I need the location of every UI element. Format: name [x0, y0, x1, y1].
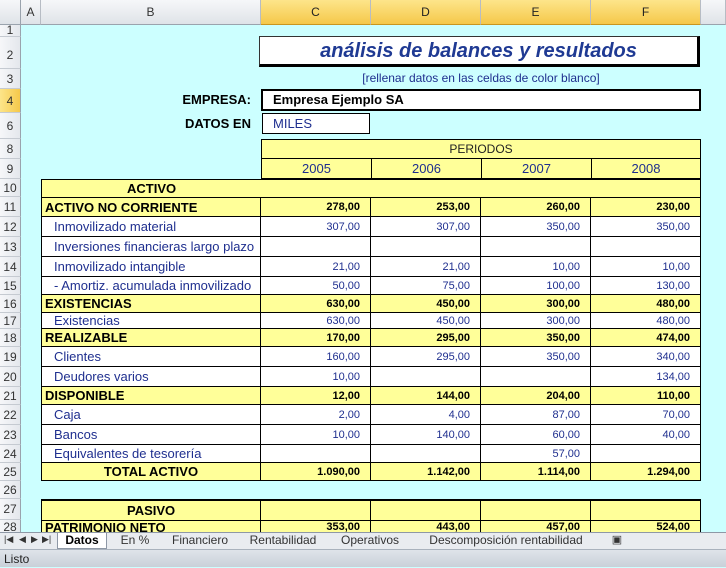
sheet-tab-bar — [0, 532, 726, 549]
line-item-value[interactable]: 75,00 — [370, 276, 481, 295]
line-item-label[interactable]: - Amortiz. acumulada inmovilizado — [41, 276, 261, 295]
row-header[interactable]: 8 — [0, 139, 21, 159]
row-header[interactable]: 24 — [0, 445, 21, 463]
line-item-value[interactable]: 87,00 — [480, 404, 591, 425]
line-item-value[interactable] — [480, 366, 591, 387]
row-header[interactable]: 17 — [0, 313, 21, 329]
select-all-corner[interactable] — [0, 0, 21, 25]
datos-en-label: DATOS EN — [185, 116, 251, 131]
section-total-label[interactable]: ACTIVO NO CORRIENTE — [41, 197, 261, 217]
section-total-label[interactable]: EXISTENCIAS — [41, 294, 261, 313]
row-header[interactable]: 1 — [0, 25, 21, 37]
line-item-value[interactable] — [370, 366, 481, 387]
line-item-value[interactable]: 2,00 — [260, 404, 371, 425]
line-item-label[interactable]: Bancos — [41, 424, 261, 445]
line-item-value[interactable]: 160,00 — [260, 346, 371, 367]
line-item-value[interactable]: 70,00 — [590, 404, 701, 425]
year-header[interactable]: 2007 — [481, 158, 592, 179]
line-item-value[interactable] — [370, 236, 481, 257]
line-item-value[interactable]: 340,00 — [590, 346, 701, 367]
line-item-label[interactable]: Clientes — [41, 346, 261, 367]
line-item-value[interactable]: 50,00 — [260, 276, 371, 295]
row-header[interactable]: 25 — [0, 463, 21, 481]
line-item-value[interactable]: 60,00 — [480, 424, 591, 445]
section-total-value[interactable]: 204,00 — [480, 386, 591, 405]
line-item-value[interactable]: 295,00 — [370, 346, 481, 367]
section-total-label[interactable]: TOTAL ACTIVO — [41, 462, 261, 481]
line-item-value[interactable]: 300,00 — [480, 312, 591, 329]
line-item-value[interactable]: 4,00 — [370, 404, 481, 425]
row-header[interactable]: 4 — [0, 89, 21, 113]
line-item-label[interactable]: Inmovilizado intangible — [41, 256, 261, 277]
line-item-value[interactable] — [260, 236, 371, 257]
tab-datos[interactable]: Datos — [57, 533, 107, 549]
row-header[interactable]: 18 — [0, 329, 21, 347]
line-item-value[interactable]: 480,00 — [590, 312, 701, 329]
section-total-value[interactable]: 295,00 — [370, 328, 481, 347]
row-header[interactable]: 21 — [0, 387, 21, 405]
insert-sheet-icon[interactable]: ▣ — [611, 534, 623, 546]
line-item-value[interactable]: 10,00 — [260, 366, 371, 387]
tab-financiero[interactable]: Financiero — [171, 533, 229, 547]
line-item-label[interactable]: Inversiones financieras largo plazo — [41, 236, 261, 257]
line-item-value[interactable]: 10,00 — [480, 256, 591, 277]
line-item-value[interactable]: 21,00 — [370, 256, 481, 277]
row-header[interactable]: 16 — [0, 295, 21, 313]
pasivo-blank — [480, 500, 591, 521]
units-input[interactable]: MILES — [262, 113, 370, 134]
line-item-value[interactable]: 10,00 — [260, 424, 371, 445]
tab-descomposicion-rentabilidad[interactable]: Descomposición rentabilidad — [429, 533, 583, 547]
patrimonio-label[interactable]: PATRIMONIO NETO — [41, 520, 261, 532]
section-total-value[interactable]: 630,00 — [260, 294, 371, 313]
row-header[interactable]: 27 — [0, 499, 21, 520]
row-header[interactable]: 22 — [0, 405, 21, 425]
line-item-value[interactable]: 40,00 — [590, 424, 701, 445]
line-item-value[interactable]: 450,00 — [370, 312, 481, 329]
section-total-value[interactable]: 450,00 — [370, 294, 481, 313]
row-header[interactable]: 10 — [0, 179, 21, 197]
section-total-value[interactable]: 1.142,00 — [370, 462, 481, 481]
line-item-value[interactable]: 100,00 — [480, 276, 591, 295]
line-item-value[interactable]: 21,00 — [260, 256, 371, 277]
column-header-c[interactable]: C — [261, 0, 371, 25]
line-item-value[interactable]: 57,00 — [480, 444, 591, 463]
section-total-label[interactable]: REALIZABLE — [41, 328, 261, 347]
row-header[interactable]: 6 — [0, 113, 21, 139]
line-item-value[interactable]: 350,00 — [590, 216, 701, 237]
line-item-value[interactable]: 350,00 — [480, 346, 591, 367]
row-header[interactable]: 15 — [0, 277, 21, 295]
last-sheet-icon[interactable]: ▶| — [42, 534, 52, 544]
row-header[interactable]: 3 — [0, 69, 21, 89]
section-total-value[interactable]: 350,00 — [480, 328, 591, 347]
section-total-value[interactable]: 144,00 — [370, 386, 481, 405]
line-item-label[interactable]: Equivalentes de tesorería — [41, 444, 261, 463]
instructions-note: [rellenar datos en las celdas de color blanco] — [362, 71, 600, 85]
patrimonio-value[interactable]: 524,00 — [590, 520, 701, 532]
row-header[interactable]: 28 — [0, 520, 21, 532]
row-header[interactable]: 13 — [0, 237, 21, 257]
line-item-label[interactable]: Caja — [41, 404, 261, 425]
empresa-label: EMPRESA: — [182, 92, 251, 107]
section-total-value[interactable]: 260,00 — [480, 197, 591, 217]
row-header[interactable]: 19 — [0, 347, 21, 367]
line-item-value[interactable]: 134,00 — [590, 366, 701, 387]
pasivo-header-cell — [41, 500, 261, 521]
row-header[interactable]: 20 — [0, 367, 21, 387]
column-header-d[interactable]: D — [371, 0, 481, 25]
line-item-value[interactable] — [480, 236, 591, 257]
tab-en-porcentaje[interactable]: En % — [120, 533, 150, 547]
prev-sheet-icon[interactable]: ◀ — [19, 534, 26, 544]
line-item-value[interactable] — [590, 236, 701, 257]
pasivo-blank — [370, 500, 481, 521]
periodos-header: PERIODOS — [261, 139, 701, 159]
section-total-value[interactable]: 1.294,00 — [590, 462, 701, 481]
row-header[interactable]: 14 — [0, 257, 21, 277]
section-total-value[interactable]: 110,00 — [590, 386, 701, 405]
row-header[interactable]: 12 — [0, 217, 21, 237]
column-header-a[interactable]: A — [21, 0, 41, 25]
row-header[interactable]: 2 — [0, 37, 21, 69]
patrimonio-value[interactable]: 457,00 — [480, 520, 591, 532]
section-total-value[interactable]: 1.114,00 — [480, 462, 591, 481]
column-header-e[interactable]: E — [481, 0, 591, 25]
column-header-g[interactable] — [701, 0, 726, 25]
first-sheet-icon[interactable]: |◀ — [4, 534, 14, 544]
line-item-value[interactable]: 130,00 — [590, 276, 701, 295]
row-header[interactable]: 9 — [0, 159, 21, 179]
status-bar: Listo — [0, 549, 726, 567]
column-header-f[interactable]: F — [591, 0, 701, 25]
row-header[interactable]: 23 — [0, 425, 21, 445]
patrimonio-value[interactable]: 353,00 — [260, 520, 371, 532]
line-item-value[interactable]: 307,00 — [260, 216, 371, 237]
section-total-value[interactable]: 253,00 — [370, 197, 481, 217]
activo-header: ACTIVO — [127, 181, 177, 196]
section-total-value[interactable]: 300,00 — [480, 294, 591, 313]
pasivo-blank — [590, 500, 701, 521]
tab-rentabilidad[interactable]: Rentabilidad — [249, 533, 317, 547]
year-header[interactable]: 2006 — [371, 158, 482, 179]
line-item-value[interactable]: 630,00 — [260, 312, 371, 329]
line-item-value[interactable] — [370, 444, 481, 463]
section-total-value[interactable]: 480,00 — [590, 294, 701, 313]
line-item-value[interactable]: 307,00 — [370, 216, 481, 237]
sheet-title[interactable]: análisis de balances y resultados — [259, 36, 700, 67]
pasivo-blank — [260, 500, 371, 521]
line-item-value[interactable]: 10,00 — [590, 256, 701, 277]
section-total-value[interactable]: 1.090,00 — [260, 462, 371, 481]
section-total-value[interactable]: 170,00 — [260, 328, 371, 347]
empresa-input[interactable]: Empresa Ejemplo SA — [261, 89, 701, 111]
line-item-value[interactable] — [590, 444, 701, 463]
section-total-value[interactable]: 12,00 — [260, 386, 371, 405]
section-total-value[interactable]: 230,00 — [590, 197, 701, 217]
year-header[interactable]: 2005 — [261, 158, 372, 179]
next-sheet-icon[interactable]: ▶ — [31, 534, 38, 544]
section-total-value[interactable]: 278,00 — [260, 197, 371, 217]
activo-header-row — [41, 179, 701, 198]
line-item-value[interactable]: 140,00 — [370, 424, 481, 445]
tab-operativos[interactable]: Operativos — [340, 533, 400, 547]
pasivo-header: PASIVO — [127, 503, 176, 518]
column-header-b[interactable]: B — [41, 0, 261, 25]
patrimonio-value[interactable]: 443,00 — [370, 520, 481, 532]
row-header[interactable]: 26 — [0, 481, 21, 499]
section-total-label[interactable]: DISPONIBLE — [41, 386, 261, 405]
line-item-label[interactable]: Inmovilizado material — [41, 216, 261, 237]
row-header[interactable]: 11 — [0, 197, 21, 217]
line-item-label[interactable]: Deudores varios — [41, 366, 261, 387]
line-item-label[interactable]: Existencias — [41, 312, 261, 329]
year-header[interactable]: 2008 — [591, 158, 701, 179]
line-item-value[interactable] — [260, 444, 371, 463]
line-item-value[interactable]: 350,00 — [480, 216, 591, 237]
section-total-value[interactable]: 474,00 — [590, 328, 701, 347]
